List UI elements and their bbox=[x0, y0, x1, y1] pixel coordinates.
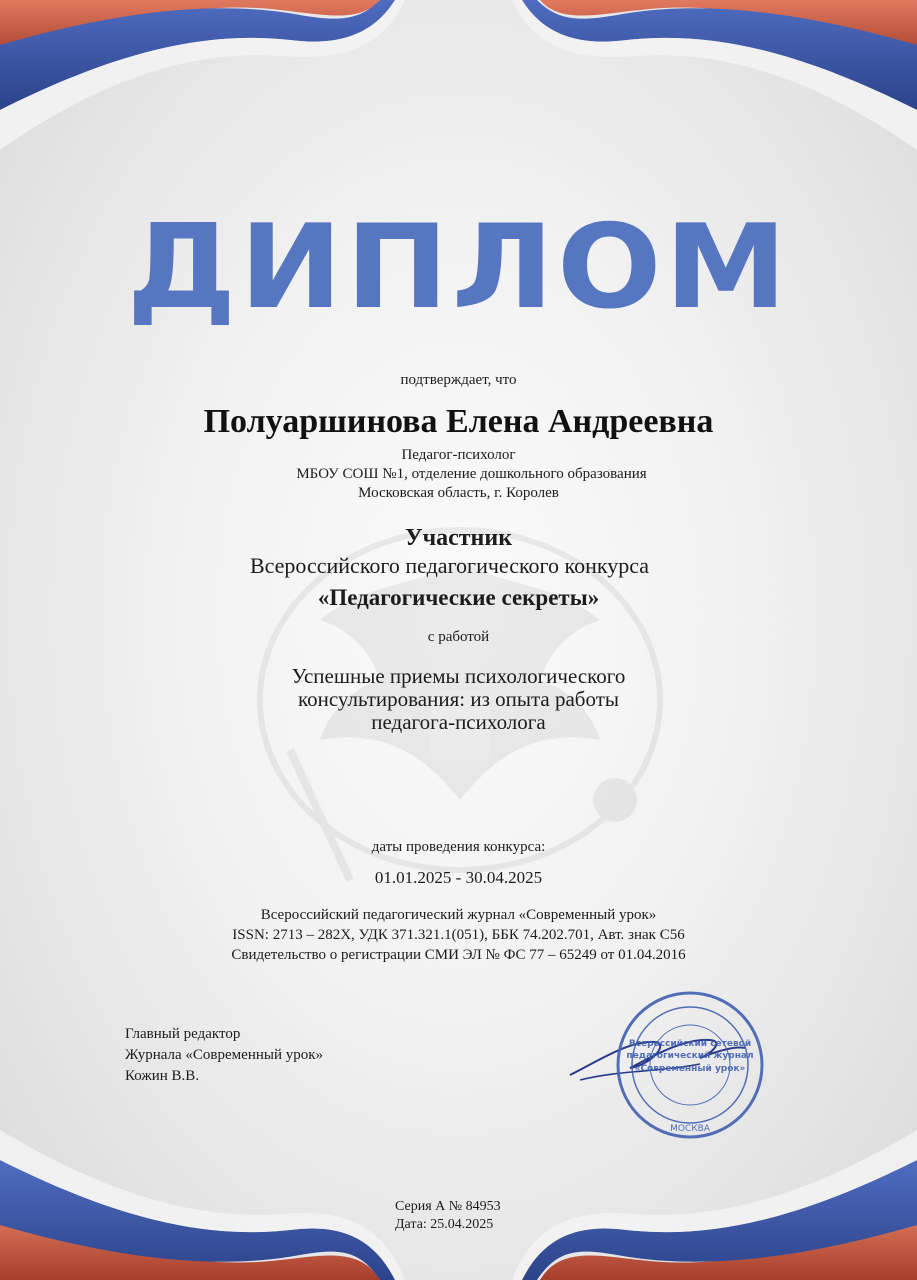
contest-title: Всероссийского педагогического конкурса bbox=[249, 553, 650, 578]
recipient-name: Полуаршинова Елена Андреевна bbox=[203, 403, 714, 440]
seal-city: МОСКВА bbox=[670, 1124, 710, 1134]
recipient-organization: МБОУ СОШ №1, отделение дошкольного образования bbox=[296, 466, 647, 482]
journal-codes: ISSN: 2713 – 282X, УДК 371.321.1(051), ББК 74.202.701, Авт. знак С56 bbox=[232, 927, 685, 943]
editor-block bbox=[125, 1024, 323, 1087]
seal-line-2: педагогический журнал bbox=[626, 1051, 754, 1061]
work-intro: с работой bbox=[427, 629, 490, 645]
editor-journal: Журнала «Современный урок» bbox=[125, 1047, 324, 1063]
diploma-title: ДИПЛОМ bbox=[126, 200, 791, 335]
seal-line-1: Всероссийский сетевой bbox=[628, 1039, 752, 1049]
contest-name: «Педагогические секреты» bbox=[317, 585, 600, 610]
editor-title: Главный редактор bbox=[125, 1026, 241, 1042]
series-number: Серия А № 84953 bbox=[395, 1199, 501, 1214]
dates-label: даты проведения конкурса: bbox=[371, 839, 546, 855]
top-ribbon-decoration bbox=[0, 0, 917, 160]
confirms-text: подтверждает, что bbox=[400, 372, 517, 388]
journal-registration: Свидетельство о регистрации СМИ ЭЛ № ФС 77 – 65249 от 01.04.2016 bbox=[231, 947, 686, 963]
seal-line-3: «Современный урок» bbox=[634, 1064, 746, 1074]
editor-name: Кожин В.В. bbox=[125, 1068, 200, 1084]
work-title-line: педагога-психолога bbox=[371, 710, 546, 734]
work-title bbox=[0, 665, 917, 734]
dates-value: 01.01.2025 - 30.04.2025 bbox=[374, 868, 543, 887]
recipient-location: Московская область, г. Королев bbox=[358, 485, 559, 501]
journal-name: Всероссийский педагогический журнал «Современный урок» bbox=[260, 907, 657, 923]
issue-date: Дата: 25.04.2025 bbox=[395, 1217, 494, 1232]
recipient-position: Педагог-психолог bbox=[401, 447, 516, 463]
official-seal bbox=[600, 990, 780, 1140]
footer-block bbox=[395, 1198, 501, 1234]
work-title-line: Успешные приемы психологического bbox=[291, 664, 626, 688]
journal-info bbox=[0, 905, 917, 965]
award-status: Участник bbox=[404, 525, 513, 551]
work-title-line: консультирования: из опыта работы bbox=[298, 687, 619, 711]
